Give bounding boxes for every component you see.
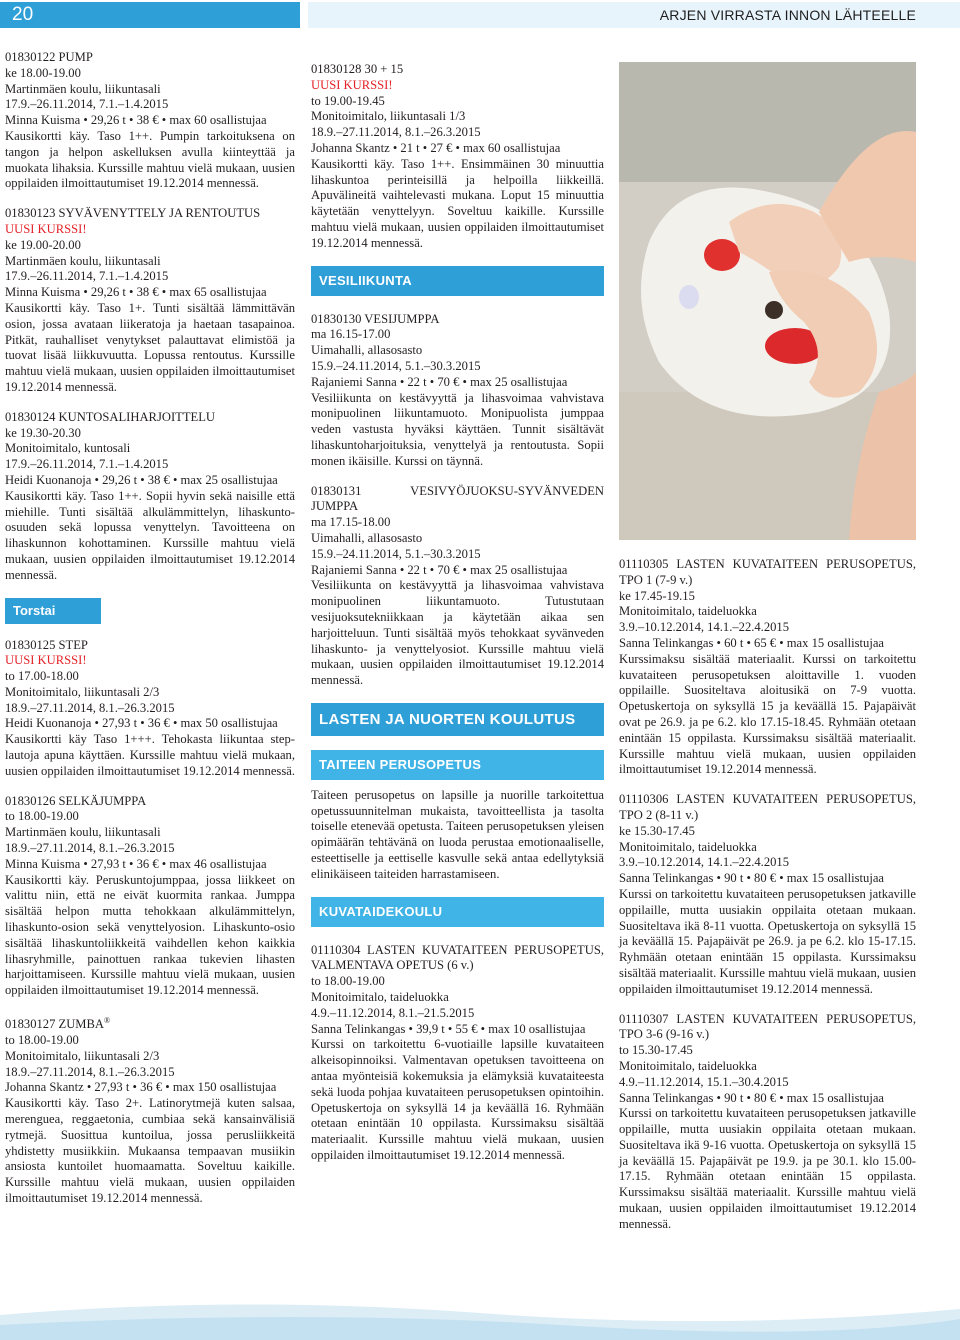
new-course-label: UUSI KURSSI! <box>5 221 87 236</box>
course-teacher: Johanna Skantz • 27,93 t • 36 € • max 150 osallistujaa <box>5 1080 277 1095</box>
course-01830126 <box>5 794 295 999</box>
course-teacher: Rajaniemi Sanna • 22 t • 70 € • max 25 osallistujaa <box>311 562 568 577</box>
course-description: Kurssi on tarkoitettu kuvataiteen perusopetuksen jatkaville oppilaille, mutta uusiakin oppilaita otetaan mukaan. Suositeltava ikä 8-11 vuotta. Opetuskertoja on syksyllä 15 ja keväällä 15. Pajapäivät pe 26.9. ja pe 6.2. klo 15-17.15. Ryhmään otetaan enintään 15 oppilasta. Kurssimaksu sisältää materiaalit. Kurssille mahtuu vielä mukaan, uusien oppilaiden ilmoittautumiset 19.12.2014 mennessä. <box>619 886 916 996</box>
course-description: Kausikortti käy. Taso 1++. Pumpin tarkoituksena on tangon ja helpon askelluksen avulla kiinteyttää ja muokata lihaksia. Kurssille mahtuu vielä mukaan, uusien oppilaiden ilmoittautumiset 19.12.2014 mennessä. <box>5 128 295 191</box>
section-title-box <box>308 2 960 28</box>
course-description: Vesiliikunta on kestävyyttä ja lihasvoimaa vahvistava monipuolinen liikuntamuoto. Monipuolista jumppaa veden vastusta hyväksi käyttäen. Tunnit sisältävät lihaskuntoharjoituksia, venyttelyä ja rentoutusta. Sopii monen ikäisille. Kurssi on täynnä. <box>311 390 604 468</box>
course-time: to 17.00-18.00 <box>5 669 79 684</box>
page-header <box>0 0 960 28</box>
course-teacher: Sanna Telinkangas • 39,9 t • 55 € • max 10 osallistujaa <box>311 1021 586 1036</box>
course-code: 01830124 KUNTOSALIHARJOITTELU <box>5 409 215 424</box>
course-time: ke 19.00-20.00 <box>5 237 81 252</box>
course-time: ma 16.15-17.00 <box>311 327 391 342</box>
course-code: 01830123 SYVÄVENYTTELY JA RENTOUTUS <box>5 206 261 221</box>
course-dates: 18.9.–27.11.2014, 8.1.–26.3.2015 <box>5 1064 175 1079</box>
course-01110306 <box>619 792 916 997</box>
course-01830130 <box>311 312 604 470</box>
course-description: Kausikortti käy Taso 1+++. Tehokasta liikuntaa step- lautoja apuna käyttäen. Kurssille mahtuu vielä mukaan, uusien oppilaiden ilmoittautumiset 19.12.2014 mennessä. <box>5 732 295 778</box>
footer-wave-decoration <box>0 1295 960 1340</box>
course-teacher: Rajaniemi Sanna • 22 t • 70 € • max 25 osallistujaa <box>311 374 568 389</box>
course-code-text: 01830127 ZUMBA <box>5 1017 105 1032</box>
heading-kuvataidekoulu: KUVATAIDEKOULU <box>311 897 604 927</box>
column-2 <box>311 62 604 1178</box>
course-teacher: Minna Kuisma • 29,26 t • 38 € • max 65 osallistujaa <box>5 285 267 300</box>
page-number: 20 <box>12 4 34 25</box>
course-place: Martinmäen koulu, liikuntasali <box>5 825 161 840</box>
heading-vesiliikunta: VESILIIKUNTA <box>311 266 604 296</box>
course-time: ke 19.30-20.30 <box>5 425 81 440</box>
new-course-label: UUSI KURSSI! <box>5 653 87 668</box>
page-number-box <box>0 2 300 28</box>
course-code: 01110304 LASTEN KUVATAITEEN PERUSOPETUS, VALMENTAVA OPETUS (6 v.) <box>311 942 604 973</box>
course-time: ke 18.00-19.00 <box>5 65 81 80</box>
course-code: 01830125 STEP <box>5 637 88 652</box>
course-dates: 17.9.–26.11.2014, 7.1.–1.4.2015 <box>5 269 169 284</box>
course-description: Kausikortti käy. Taso 1+. Tunti sisältää lämmittävän osion, jossa avataan liikeratoja ja haetaan tasapainoa. Pitkät, rauhalliset venytykset palauttavat elimistöä ja tuovat lisää liikkuvuutta. Lopussa rentoutus. Kurssille mahtuu vielä mukaan, uusien oppilaiden ilmoittautumiset 19.12.2014 mennessä. <box>5 300 295 394</box>
course-description: Vesiliikunta on kestävyyttä ja lihasvoimaa vahvistava monipuolinen liikuntamuoto. Tutustutaan vesijuoksutekniikkaan ja käytetään aikaa sen harjoitteluun. Tunti sisältää myös tehokkaat syvänveden lihaskunto- ja venyttelyosiot. Kurssille mahtuu vielä mukaan, uusien oppilaiden ilmoittautumiset 19.12.2014 mennessä. <box>311 578 604 688</box>
column-1 <box>5 50 295 1221</box>
course-code: 01830130 VESIJUMPPA <box>311 311 440 326</box>
course-code: 01110307 LASTEN KUVATAITEEN PERUSOPETUS, TPO 3-6 (9-16 v.) <box>619 1011 916 1042</box>
course-time: to 15.30-17.45 <box>619 1043 693 1058</box>
course-dates: 15.9.–24.11.2014, 5.1.–30.3.2015 <box>311 546 481 561</box>
course-dates: 15.9.–24.11.2014, 5.1.–30.3.2015 <box>311 358 481 373</box>
course-teacher: Sanna Telinkangas • 90 t • 80 € • max 15 osallistujaa <box>619 1090 884 1105</box>
course-dates: 17.9.–26.11.2014, 7.1.–1.4.2015 <box>5 97 169 112</box>
course-dates: 3.9.–10.12.2014, 14.1.–22.4.2015 <box>619 620 790 635</box>
course-code: 01110305 LASTEN KUVATAITEEN PERUSOPETUS, TPO 1 (7-9 v.) <box>619 557 916 587</box>
course-place: Monitoimitalo, liikuntasali 2/3 <box>5 1048 160 1063</box>
course-code: 01830126 SELKÄJUMPPA <box>5 793 147 808</box>
course-place: Martinmäen koulu, liikuntasali <box>5 253 161 268</box>
course-teacher: Sanna Telinkangas • 90 t • 80 € • max 15 osallistujaa <box>619 871 884 886</box>
course-dates: 18.9.–27.11.2014, 8.1.–26.3.2015 <box>311 125 481 140</box>
course-time: to 19.00-19.45 <box>311 93 385 108</box>
section-title: ARJEN VIRRASTA INNON LÄHTEELLE <box>659 7 916 23</box>
course-place: Monitoimitalo, liikuntasali 1/3 <box>311 109 466 124</box>
course-place: Monitoimitalo, taideluokka <box>619 839 757 854</box>
course-place: Monitoimitalo, liikuntasali 2/3 <box>5 684 160 699</box>
course-time: ke 17.45-19.15 <box>619 588 695 603</box>
course-dates: 18.9.–27.11.2014, 8.1.–26.3.2015 <box>5 841 175 856</box>
registered-mark: ® <box>104 1016 111 1026</box>
course-code <box>5 1013 295 1033</box>
course-time: to 18.00-19.00 <box>5 809 79 824</box>
course-teacher: Minna Kuisma • 27,93 t • 36 € • max 46 osallistujaa <box>5 856 267 871</box>
course-01110307 <box>619 1012 916 1233</box>
course-teacher: Johanna Skantz • 21 t • 27 € • max 60 osallistujaa <box>311 140 561 155</box>
course-place: Monitoimitalo, taideluokka <box>619 604 757 619</box>
course-teacher: Minna Kuisma • 29,26 t • 38 € • max 60 osallistujaa <box>5 113 267 128</box>
photo-child-painting <box>619 62 916 540</box>
course-01830125 <box>5 638 295 780</box>
course-dates: 3.9.–10.12.2014, 14.1.–22.4.2015 <box>619 855 790 870</box>
new-course-label: UUSI KURSSI! <box>311 77 393 92</box>
course-description: Kausikortti käy. Taso 1++. Sopii hyvin sekä naisille että miehille. Tunti sisältää alkulämmittelyn, lihaskunto-osuuden sekä lopussa venyttelyn. Tavoitteena on lihaskunnon kohottaminen. Kurssille mahtuu vielä mukaan, uusien oppilaiden ilmoittautumiset 19.12.2014 mennessä. <box>5 488 295 582</box>
course-01110304 <box>311 943 604 1164</box>
course-description: Kurssi on tarkoitettu 6-vuotiaille lapsille kuvataiteen alkeisopinnoiksi. Valmentavan opetuksen tavoitteena on antaa myönteisiä kokemuksia ja elämyksiä kuvataiteesta sekä luoda pohjaa kuvataiteen perusopetuksen opintoihin. Opetuskertoja on syksyllä 14 ja keväällä 16. Ryhmään otetaan enintään 10 oppilasta. Kurssimaksu sisältää materiaalit. Kurssille mahtuu vielä mukaan, uusien oppilaiden ilmoittautumiset 19.12.2014 mennessä. <box>311 1037 604 1163</box>
course-place: Monitoimitalo, kuntosali <box>5 441 131 456</box>
course-code: 01830128 30 + 15 <box>311 62 404 76</box>
course-01830122 <box>5 50 295 192</box>
course-description: Kausikortti käy. Taso 1++. Ensimmäinen 30 minuuttia lihaskuntoa perinteisillä ja helpoilla liikkeillä. Apuvälineitä vaihtelevasti mukana. Loput 15 minuuttia käytetään venyttelyyn. Soveltuu kaikille. Kurssille mahtuu vielä mukaan, uusien oppilaiden ilmoittautumiset 19.12.2014 mennessä. <box>311 156 604 250</box>
heading-lasten-ja-nuorten-koulutus: LASTEN JA NUORTEN KOULUTUS <box>311 703 604 736</box>
course-teacher: Heidi Kuonanoja • 29,26 t • 38 € • max 25 osallistujaa <box>5 472 278 487</box>
course-code: 01110306 LASTEN KUVATAITEEN PERUSOPETUS, TPO 2 (8-11 v.) <box>619 792 916 822</box>
course-dates: 18.9.–27.11.2014, 8.1.–26.3.2015 <box>5 700 175 715</box>
course-time: to 18.00-19.00 <box>311 974 385 989</box>
course-01830131 <box>311 484 604 689</box>
course-description: Kausikortti käy. Taso 2+. Latinorytmejä kuten salsaa, merenguea, reggaetonia, cumbiaa sekä kansainvälisiä rytmejä. Suosittua kuntoilua, jossa perusliikkeitä yhdistetty musiikkiin. Mukaansa tempaavan musiikin ansiosta kuntoilet huomaamatta. Soveltuu kaikille. Kurssille mahtuu vielä mukaan, uusien oppilaiden ilmoittautumiset 19.12.2014 mennessä. <box>5 1096 295 1205</box>
photo-illustration <box>619 62 916 540</box>
course-time: ke 15.30-17.45 <box>619 823 695 838</box>
course-dates: 17.9.–26.11.2014, 7.1.–1.4.2015 <box>5 457 169 472</box>
intro-text: Taiteen perusopetus on lapsille ja nuorille tarkoitettua opetussuunnitelman mukaista, tavoitteellista ja tasolta toiselle etenevää opetusta. Taiteen perusopetuksen yleisen opimäärän tehtävänä on luoda perustaa emotionaaliselle, esteettiselle ja eettiselle kasvulle sekä antaa edellytyksiä elinikäiseen taiteiden harrastamiseen. <box>311 787 604 881</box>
course-01830124 <box>5 410 295 584</box>
course-01110305 <box>619 557 916 778</box>
course-code: 01830122 PUMP <box>5 50 93 64</box>
course-teacher: Heidi Kuonanoja • 27,93 t • 36 € • max 50 osallistujaa <box>5 716 278 731</box>
course-place: Uimahalli, allasosasto <box>311 530 423 545</box>
course-place: Martinmäen koulu, liikuntasali <box>5 81 161 96</box>
course-code: 01830131 VESIVYÖJUOKSU-SYVÄNVEDEN JUMPPA <box>311 483 604 514</box>
course-dates: 4.9.–11.12.2014, 15.1.–30.4.2015 <box>619 1074 789 1089</box>
column-3 <box>619 557 916 1247</box>
heading-taiteen-perusopetus: TAITEEN PERUSOPETUS <box>311 750 604 780</box>
taiteen-perusopetus-intro <box>311 788 604 883</box>
course-place: Monitoimitalo, taideluokka <box>311 990 449 1005</box>
course-description: Kausikortti käy. Peruskuntojumppaa, jossa liikkeet on valittu niin, että ne eivät kuormita rankaa. Jumppa sisältää helpon mutta tehokkaan alkulämmittelyn, lihaskunto-osion sekä venyttelyosion. Lihaskunto-osio sisältää lihaskuntoliikkeitä vaihdellen kehon kaikkia lihasryhmille, painottuen rankaa tukevien lihasten harjoittamiseen. Kurssille mahtuu vielä mukaan, uusien oppilaiden ilmoittautumiset 19.12.2014 mennessä. <box>5 872 295 998</box>
course-01830127 <box>5 1013 295 1207</box>
course-teacher: Sanna Telinkangas • 60 t • 65 € • max 15 osallistujaa <box>619 635 884 650</box>
day-heading-torstai: Torstai <box>5 598 101 624</box>
course-01830123 <box>5 206 295 396</box>
course-time: ma 17.15-18.00 <box>311 515 391 530</box>
course-dates: 4.9.–11.12.2014, 8.1.–21.5.2015 <box>311 1005 475 1020</box>
course-time: to 18.00-19.00 <box>5 1033 79 1048</box>
course-01830128 <box>311 62 604 252</box>
course-place: Monitoimitalo, taideluokka <box>619 1058 757 1073</box>
course-description: Kurssimaksu sisältää materiaalit. Kurssi on tarkoitettu kuvataiteen perusopetuksen aloittaville 1. vuoden oppilaille. Suositeltava aloitusikä on 7-9 vuotta. Opetuskertoja on syksyllä 15 ja keväällä 15. Pajapäivät ovat pe 26.9. ja pe 6.2. klo 17.15-18.45. Ryhmään otetaan enintään 15 oppilasta. Kurssimaksu sisältää materiaalit. Kurssille mahtuu vielä mukaan, uusien oppilaiden ilmoittautumiset 19.12.2014 mennessä. <box>619 651 916 777</box>
course-description: Kurssi on tarkoitettu kuvataiteen perusopetuksen jatkaville oppilaille, mutta uusiakin oppilaita otetaan mukaan. Suositeltava ikä 9-16 vuotta. Opetuskertoja on syksyllä 15 ja keväällä 15. Pajapäivät pe 19.9. ja pe 30.1. klo 15.00-17.15. Ryhmään otetaan enintään 15 oppilasta. Kurssimaksu sisältää materiaalit. Kurssille mahtuu vielä mukaan, uusien oppilaiden ilmoittautumiset 19.12.2014 mennessä. <box>619 1106 916 1231</box>
course-place: Uimahalli, allasosasto <box>311 343 423 358</box>
